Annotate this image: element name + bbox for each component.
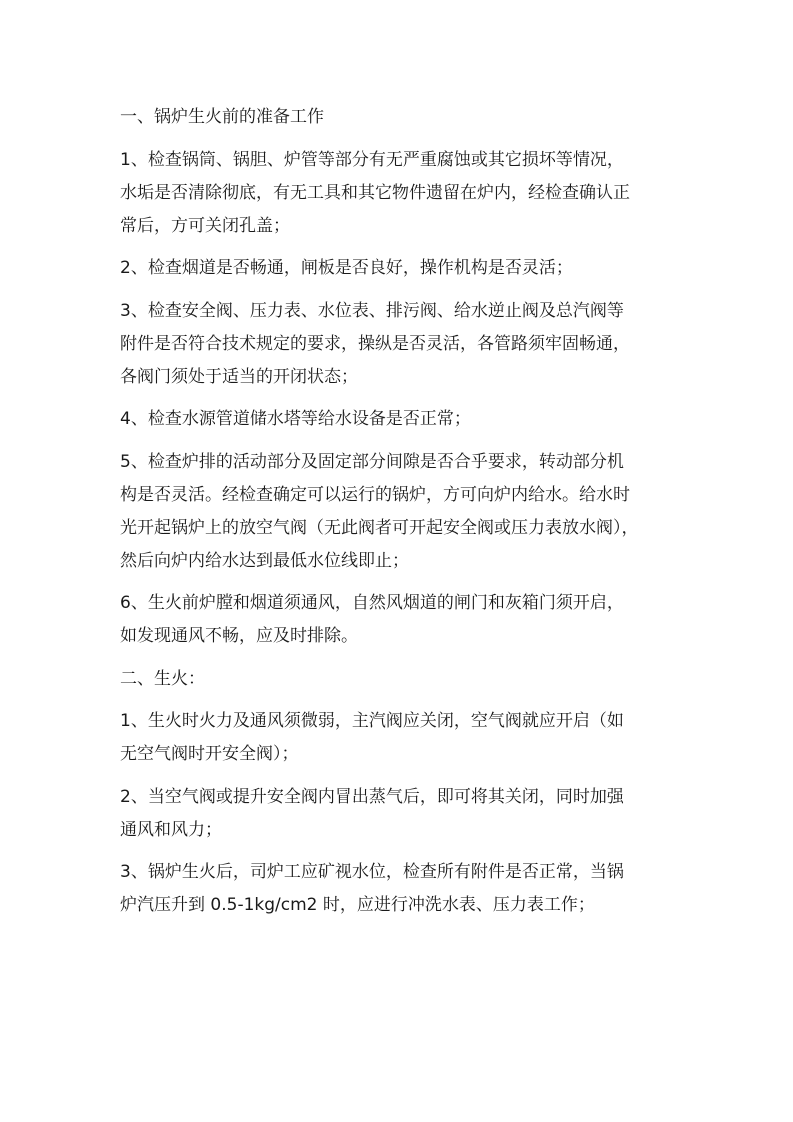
paragraph xyxy=(120,403,680,436)
text-line: 3、检查安全阀、压力表、水位表、排污阀、给水逆止阀及总汽阀等 xyxy=(120,300,624,321)
paragraph xyxy=(120,252,680,285)
text-line: 3、锅炉生火后，司炉工应矿视水位，检查所有附件是否正常，当锅 xyxy=(120,862,624,882)
text-line: 如发现通风不畅，应及时排除。 xyxy=(120,626,358,646)
paragraph xyxy=(120,587,680,653)
text-line: 2、检查烟道是否畅通，闸板是否良好，操作机构是否灵活； xyxy=(120,258,573,278)
text-line: 光开起锅炉上的放空气阀（无此阀者可开起安全阀或压力表放水阀）， xyxy=(120,517,639,538)
section-heading xyxy=(120,663,680,696)
document-body xyxy=(120,101,680,922)
text-line: 5、检查炉排的活动部分及固定部分间隙是否合乎要求，转动部分机 xyxy=(120,451,624,472)
text-line: 2、当空气阀或提升安全阀内冒出蒸气后，即可将其关闭，同时加强 xyxy=(120,786,624,807)
text-line: 然后向炉内给水达到最低水位线即止； xyxy=(120,550,409,571)
text-line: 1、检查锅筒、锅胆、炉管等部分有无严重腐蚀或其它损坏等情况， xyxy=(120,149,624,170)
text-line: 附件是否符合技术规定的要求，操纵是否灵活，各管路须牢固畅通， xyxy=(120,333,630,354)
text-line: 6、生火前炉膛和烟道须通风，自然风烟道的闸门和灰箱门须开启， xyxy=(120,593,624,613)
text-line: 构是否灵活。经检查确定可以运行的锅炉，方可向炉内给水。给水时 xyxy=(120,484,630,505)
text-line: 无空气阀时开安全阀）； xyxy=(120,744,299,764)
paragraph xyxy=(120,446,680,578)
text-line: 4、检查水源管道储水塔等给水设备是否正常； xyxy=(120,409,471,429)
text-line: 常后，方可关闭孔盖； xyxy=(120,215,290,236)
text-line: 水垢是否清除彻底，有无工具和其它物件遗留在炉内，经检查确认正 xyxy=(120,182,630,203)
text-line: 二、生火： xyxy=(120,668,205,689)
paragraph xyxy=(120,856,680,922)
paragraph xyxy=(120,144,680,243)
text-line: 炉汽压升到 0.5-1kg/cm2 时，应进行冲洗水表、压力表工作； xyxy=(120,895,595,915)
paragraph xyxy=(120,781,680,847)
section-heading xyxy=(120,101,680,134)
text-line: 各阀门须处于适当的开闭状态； xyxy=(120,366,358,387)
text-line: 通风和风力； xyxy=(120,819,222,840)
text-line: 1、生火时火力及通风须微弱，主汽阀应关闭，空气阀就应开启（如 xyxy=(120,711,624,731)
paragraph xyxy=(120,295,680,394)
paragraph xyxy=(120,705,680,771)
text-line: 一、锅炉生火前的准备工作 xyxy=(120,107,324,127)
